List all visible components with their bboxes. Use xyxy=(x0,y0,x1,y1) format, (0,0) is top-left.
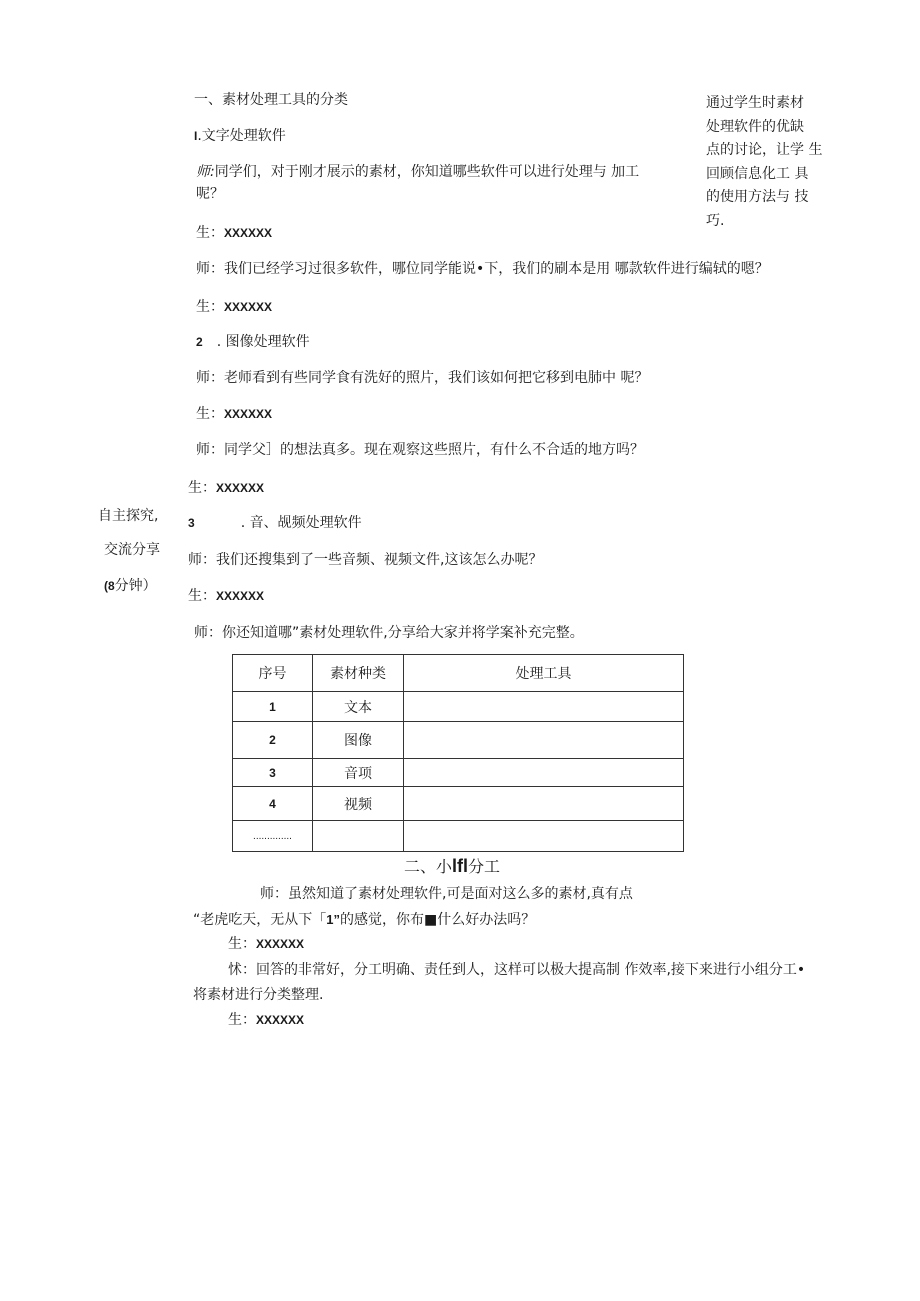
tools-table xyxy=(232,654,684,852)
table-row xyxy=(233,692,684,722)
side-note-line: 回顾信息化工 具 xyxy=(706,165,809,182)
table-cell-type: 音项 xyxy=(313,759,404,787)
stage-label-line1: 自主探究, xyxy=(98,508,159,524)
student-answer: XXXXXX xyxy=(224,407,273,421)
student-answer: XXXXXX xyxy=(216,481,265,495)
student-speaker: 生： xyxy=(196,299,224,315)
student-speaker: 生： xyxy=(228,936,256,952)
student-line xyxy=(228,934,304,954)
student-line xyxy=(188,586,264,606)
table-row xyxy=(233,821,684,852)
student-answer: XXXXXX xyxy=(256,937,305,951)
table-cell-tool xyxy=(404,759,684,787)
student-answer: XXXXXX xyxy=(216,589,265,603)
stage-duration xyxy=(104,576,157,596)
subheading-num: 2 xyxy=(196,335,203,349)
table-header-cell: 序号 xyxy=(233,655,313,692)
table-cell-num: .............. xyxy=(233,821,313,852)
student-speaker: 生： xyxy=(228,1012,256,1028)
teacher-text: “老虎吃天，无从下「 xyxy=(193,912,327,928)
teacher-line: 师：我们还搜集到了一些音频、视频文件,这该怎么办呢？ xyxy=(188,552,543,568)
section2-title-part: lfl xyxy=(452,856,469,876)
table-header-cell: 处理工具 xyxy=(404,655,684,692)
table-cell-type: 图像 xyxy=(313,722,404,759)
side-note-line: 巧. xyxy=(706,212,725,229)
teacher-speaker: 师: xyxy=(196,164,215,180)
teacher-line: 怵：回答的非常好，分工明确、责任到人，这样可以极大提高制 作效率,接下来进行小组分工• xyxy=(228,962,806,978)
table-cell-num: 4 xyxy=(233,787,313,821)
student-speaker: 生： xyxy=(196,225,224,241)
subheading-label: .文字处理软件 xyxy=(197,128,286,144)
student-answer: XXXXXX xyxy=(224,300,273,314)
stage-duration-num: (8 xyxy=(104,579,115,593)
table-cell-num: 1 xyxy=(233,692,313,722)
teacher-line: 师：虽然知道了素材处理软件,可是面对这么多的素材,真有点 xyxy=(260,886,633,902)
side-note-line: 的使用方法与 技 xyxy=(706,189,809,205)
teacher-line-cont: 将素材进行分类整理. xyxy=(193,987,324,1003)
section2-title-part: 分工 xyxy=(468,857,501,876)
subheading-image-software xyxy=(196,332,310,352)
side-note-line: 通过学生时素材 xyxy=(706,95,804,111)
teacher-line: 师：你还知道哪”素材处理软件,分享给大家并将学案补充完整。 xyxy=(194,625,584,641)
student-line xyxy=(196,297,272,317)
student-speaker: 生： xyxy=(196,406,224,422)
student-answer: XXXXXX xyxy=(256,1013,305,1027)
table-cell-tool xyxy=(404,821,684,852)
teacher-line: 师：老师看到有些同学食有洗好的照片，我们该如何把它移到电肺中 呢？ xyxy=(196,370,649,386)
teacher-line-cont: 呢？ xyxy=(196,186,224,202)
table-header-row xyxy=(233,655,684,692)
subheading-num: 3 xyxy=(188,516,195,530)
teacher-text: 1” xyxy=(326,912,340,927)
table-row xyxy=(233,787,684,821)
side-note-line: 点的讨论，让学 生 xyxy=(706,142,823,158)
subheading-label: . 图像处理软件 xyxy=(216,334,310,350)
subheading-num: I xyxy=(194,129,198,143)
table-cell-type xyxy=(313,821,404,852)
student-line xyxy=(188,478,264,498)
table-row xyxy=(233,722,684,759)
student-speaker: 生： xyxy=(188,588,216,604)
teacher-line: 师：我们已经学习过很多软件，哪位同学能说•下，我们的刷本是用 哪款软件进行编轼的嗯？ xyxy=(196,261,769,277)
subheading-av-software xyxy=(188,513,362,533)
student-line xyxy=(228,1010,304,1030)
table-cell-type: 文本 xyxy=(313,692,404,722)
table-cell-num: 2 xyxy=(233,722,313,759)
student-line xyxy=(196,404,272,424)
teacher-text: 的感觉，你布■什么好办法吗？ xyxy=(340,912,536,928)
teacher-line-cont xyxy=(193,910,535,930)
teacher-line xyxy=(196,162,639,182)
subheading-label: . 音、觇频处理软件 xyxy=(240,515,362,531)
student-answer: XXXXXX xyxy=(224,226,273,240)
student-speaker: 生： xyxy=(188,480,216,496)
stage-label-line2: 交流分享 xyxy=(104,542,160,558)
stage-duration-unit: 分钟） xyxy=(114,578,157,594)
table-header-cell: 素材种类 xyxy=(313,655,404,692)
subheading-text-software xyxy=(194,126,286,146)
table-cell-tool xyxy=(404,787,684,821)
table-cell-tool xyxy=(404,722,684,759)
teacher-line: 师：同学父］的想法真多。现在观察这些照片，有什么不合适的地方吗？ xyxy=(196,442,644,458)
table-cell-tool xyxy=(404,692,684,722)
section2-title-part: 二、小 xyxy=(404,857,453,876)
section2-title xyxy=(404,855,500,878)
section1-title: 一、素材处理工具的分类 xyxy=(194,92,348,108)
table-cell-type: 视频 xyxy=(313,787,404,821)
side-note xyxy=(706,92,822,233)
side-note-line: 处理软件的优缺 xyxy=(706,118,804,135)
student-line xyxy=(196,223,272,243)
teacher-text: 同学们，对于刚才展示的素材，你知道哪些软件可以进行处理与 加工 xyxy=(214,164,640,180)
table-cell-num: 3 xyxy=(233,759,313,787)
table-row xyxy=(233,759,684,787)
